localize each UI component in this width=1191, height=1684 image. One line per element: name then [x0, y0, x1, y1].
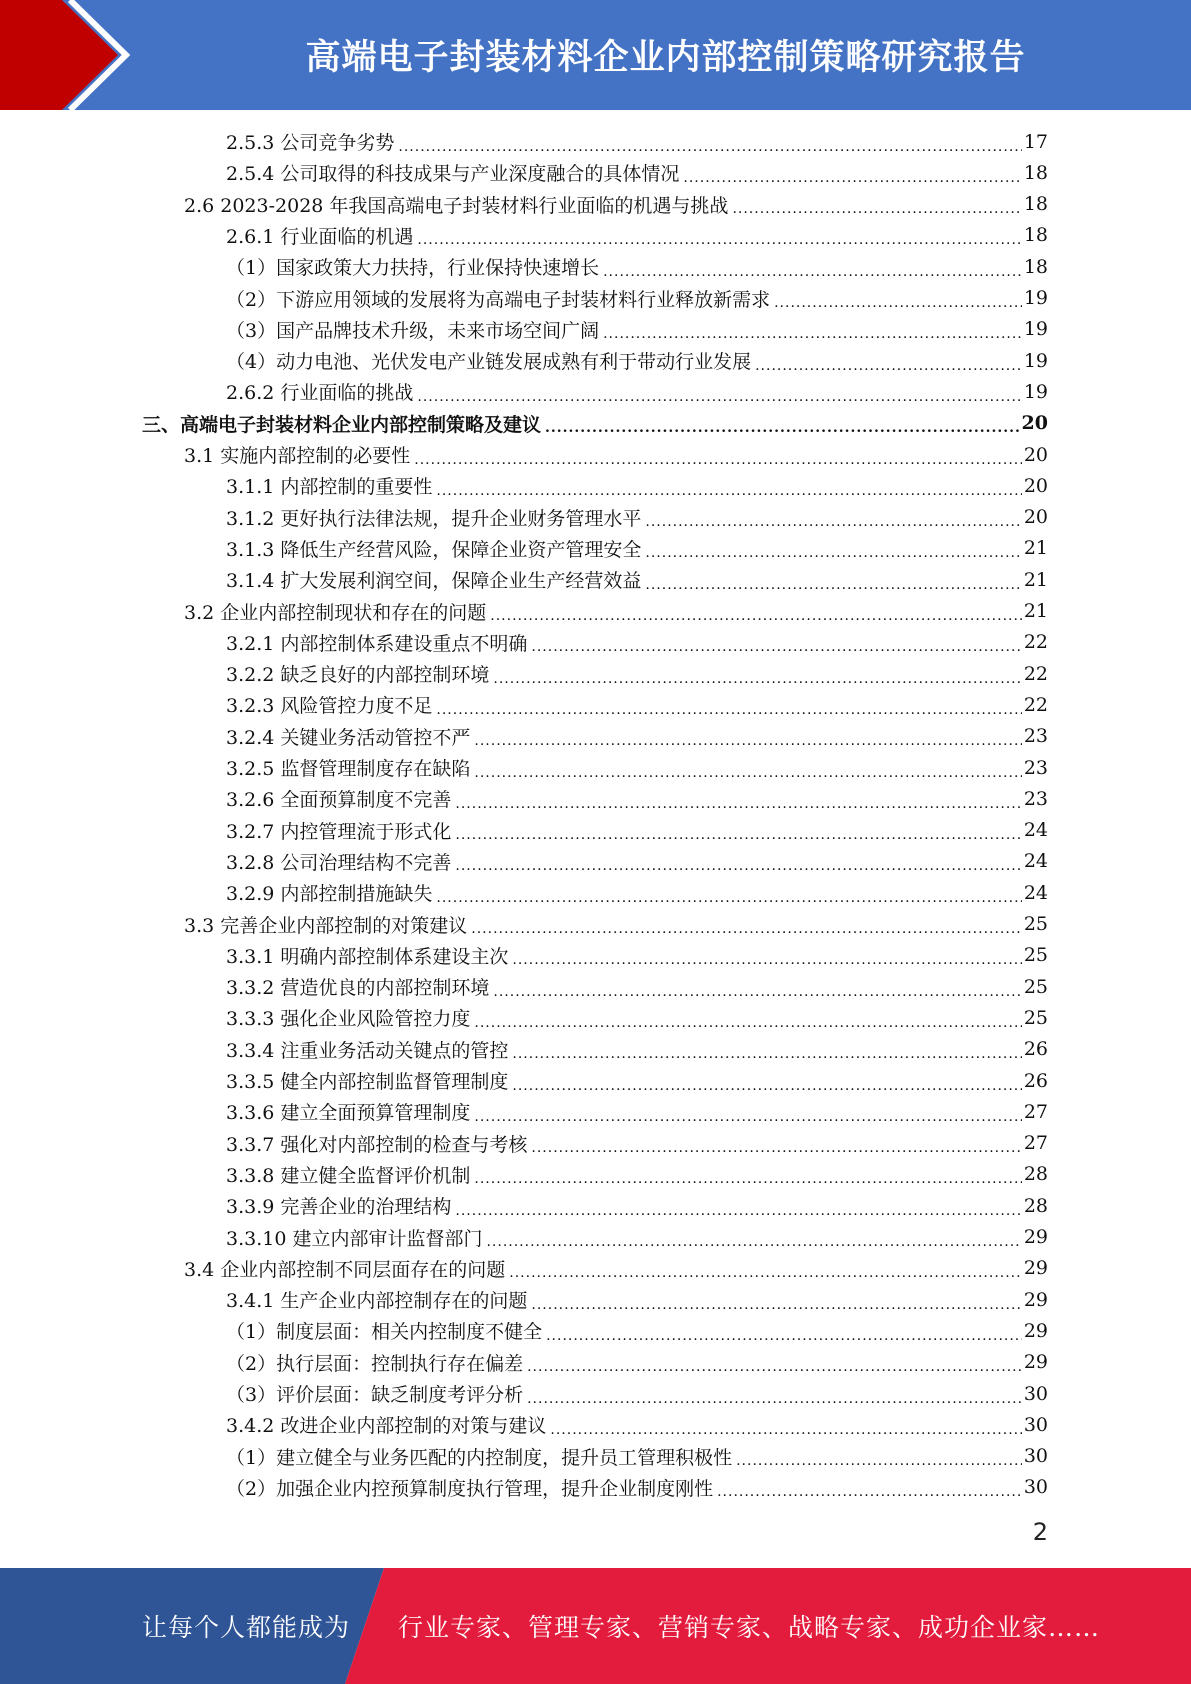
toc-entry-page: 21 — [1023, 600, 1048, 622]
toc-dot-leader — [512, 1073, 1021, 1093]
toc-entry-title: 3.2.9 内部控制措施缺失 — [226, 883, 433, 906]
toc-entry-page: 19 — [1023, 318, 1048, 341]
page-header — [0, 0, 1191, 110]
toc-entry-page: 22 — [1023, 631, 1048, 654]
toc-entry-title: 3.3.4 注重业务活动关键点的管控 — [226, 1039, 509, 1062]
footer-slogan-right: 行业专家、管理专家、营销专家、战略专家、成功企业家…… — [398, 1613, 1101, 1642]
toc-dot-leader — [736, 1448, 1022, 1468]
toc-entry[interactable] — [226, 1128, 1048, 1159]
toc-entry-title: 3.3.3 强化企业风险管控力度 — [226, 1008, 471, 1031]
toc-entry-title: 3.3.5 健全内部控制监督管理制度 — [226, 1071, 509, 1093]
toc-entry-title: （3）国产品牌技术升级，未来市场空间广阔 — [226, 319, 600, 342]
toc-entry[interactable] — [226, 1284, 1048, 1315]
toc-dot-leader — [455, 1198, 1021, 1218]
toc-entry[interactable] — [226, 846, 1048, 877]
toc-entry[interactable] — [226, 1002, 1048, 1033]
toc-dot-leader — [732, 196, 1021, 216]
toc-entry-page: 29 — [1023, 1351, 1048, 1374]
toc-entry[interactable] — [184, 909, 1048, 940]
toc-entry-page: 18 — [1023, 255, 1048, 278]
toc-entry-page: 30 — [1023, 1445, 1048, 1468]
toc-entry[interactable] — [226, 1409, 1048, 1440]
toc-entry-title: （2）执行层面：控制执行存在偏差 — [226, 1352, 524, 1375]
toc-entry-page: 22 — [1023, 662, 1048, 685]
toc-entry-page: 22 — [1023, 693, 1048, 716]
toc-entry-page: 20 — [1023, 443, 1048, 466]
toc-entry[interactable] — [226, 815, 1048, 846]
toc-entry-title: （2）加强企业内控预算制度执行管理，提升企业制度刚性 — [226, 1477, 714, 1500]
toc-dot-leader — [493, 979, 1021, 999]
toc-dot-leader — [512, 1041, 1021, 1061]
toc-entry-page: 18 — [1023, 161, 1048, 184]
toc-entry[interactable] — [226, 971, 1048, 1002]
toc-entry[interactable] — [184, 1253, 1048, 1284]
toc-entry-page: 27 — [1023, 1100, 1048, 1123]
toc-entry-title: 2.6.1 行业面临的机遇 — [226, 225, 414, 248]
toc-entry[interactable] — [226, 1347, 1048, 1378]
toc-dot-leader — [550, 1417, 1021, 1437]
toc-dot-leader — [436, 697, 1021, 717]
toc-entry[interactable] — [226, 251, 1048, 282]
toc-dot-leader — [774, 290, 1022, 310]
toc-entry[interactable] — [226, 1222, 1048, 1253]
toc-entry-title: （3）评价层面：缺乏制度考评分析 — [226, 1384, 524, 1406]
toc-entry-title: （1）建立健全与业务匹配的内控制度，提升员工管理积极性 — [226, 1446, 733, 1469]
toc-entry[interactable] — [226, 1378, 1048, 1409]
toc-entry[interactable] — [226, 1065, 1048, 1096]
toc-dot-leader — [486, 1229, 1021, 1249]
toc-entry-page: 23 — [1023, 787, 1048, 810]
toc-entry-title: （1）国家政策大力扶持，行业保持快速增长 — [226, 257, 600, 280]
toc-entry[interactable] — [226, 376, 1048, 407]
toc-entry[interactable] — [184, 189, 1048, 220]
toc-entry-title: 3.4.1 生产企业内部控制存在的问题 — [226, 1290, 528, 1313]
toc-entry-page: 19 — [1023, 287, 1048, 309]
toc-entry[interactable] — [226, 721, 1048, 752]
toc-dot-leader — [398, 134, 1021, 154]
toc-dot-leader — [455, 791, 1021, 811]
toc-entry-page: 28 — [1023, 1194, 1048, 1217]
toc-dot-leader — [531, 1135, 1021, 1155]
toc-entry[interactable] — [226, 1315, 1048, 1346]
toc-dot-leader — [546, 1323, 1022, 1343]
toc-dot-leader — [531, 634, 1021, 654]
toc-entry-page: 17 — [1023, 130, 1048, 153]
toc-entry-page: 19 — [1023, 380, 1048, 403]
toc-entry-title: 3.1.3 降低生产经营风险，保障企业资产管理安全 — [226, 538, 642, 561]
toc-entry[interactable] — [226, 533, 1048, 564]
toc-dot-leader — [414, 447, 1022, 467]
page-number: 2 — [1032, 1518, 1048, 1546]
toc-entry-title: 3.2.4 关键业务活动管控不严 — [226, 726, 471, 749]
toc-dot-leader — [474, 1104, 1021, 1124]
toc-entry-title: 3.2 企业内部控制现状和存在的问题 — [184, 601, 487, 624]
toc-entry-title: 3.2.2 缺乏良好的内部控制环境 — [226, 664, 490, 687]
toc-dot-leader — [417, 227, 1021, 247]
toc-entry-page: 20 — [1021, 412, 1048, 435]
toc-entry-title: 3.3 完善企业内部控制的对策建议 — [184, 914, 468, 937]
toc-dot-leader — [436, 885, 1021, 905]
toc-entry-title: 3.2.3 风险管控力度不足 — [226, 695, 433, 718]
toc-dot-leader — [509, 1260, 1022, 1280]
toc-dot-leader — [645, 572, 1021, 592]
toc-entry-page: 25 — [1023, 1006, 1048, 1029]
toc-entry-page: 19 — [1023, 349, 1048, 372]
toc-entry-title: 3.4.2 改进企业内部控制的对策与建议 — [226, 1415, 547, 1438]
toc-entry-title: 2.6 2023-2028 年我国高端电子封装材料行业面临的机遇与挑战 — [184, 194, 729, 217]
toc-dot-leader — [645, 540, 1021, 560]
toc-entry-title: 3.2.7 内控管理流于形式化 — [226, 820, 452, 843]
report-title: 高端电子封装材料企业内部控制策略研究报告 — [305, 38, 1026, 78]
toc-entry-title: 3.2.5 监督管理制度存在缺陷 — [226, 758, 471, 780]
toc-entry[interactable] — [184, 439, 1048, 470]
toc-entry-title: 3.1.2 更好执行法律法规，提升企业财务管理水平 — [226, 507, 642, 530]
toc-entry[interactable] — [226, 157, 1048, 188]
toc-entry-page: 25 — [1023, 944, 1048, 967]
toc-entry-title: 3.3.6 建立全面预算管理制度 — [226, 1102, 471, 1125]
toc-entry-title: 3.2.8 公司治理结构不完善 — [226, 851, 452, 874]
chevron-arrow-icon — [0, 0, 160, 110]
toc-entry[interactable] — [226, 689, 1048, 720]
toc-dot-leader — [455, 853, 1021, 873]
toc-entry[interactable] — [226, 345, 1048, 376]
toc-entry[interactable] — [226, 877, 1048, 908]
toc-entry-page: 26 — [1023, 1069, 1048, 1092]
toc-dot-leader — [527, 1386, 1022, 1406]
toc-entry-page: 28 — [1023, 1163, 1048, 1186]
toc-entry[interactable] — [226, 1190, 1048, 1221]
page-footer — [0, 1568, 1191, 1684]
toc-entry-page: 25 — [1023, 913, 1048, 935]
toc-dot-leader — [474, 728, 1021, 748]
toc-entry-page: 23 — [1023, 756, 1048, 779]
toc-dot-leader — [455, 822, 1021, 842]
toc-entry-title: 3.2.1 内部控制体系建设重点不明确 — [226, 632, 528, 655]
toc-entry-title: 2.5.4 公司取得的科技成果与产业深度融合的具体情况 — [226, 163, 680, 186]
toc-entry[interactable] — [226, 1096, 1048, 1127]
toc-entry-page: 24 — [1023, 881, 1048, 904]
toc-entry[interactable] — [184, 596, 1048, 627]
toc-entry-page: 29 — [1023, 1226, 1048, 1248]
toc-entry-title: （1）制度层面：相关内控制度不健全 — [226, 1321, 543, 1344]
toc-dot-leader — [471, 916, 1022, 936]
toc-entry-page: 18 — [1023, 224, 1048, 247]
toc-entry-title: 3.3.7 强化对内部控制的检查与考核 — [226, 1133, 528, 1156]
toc-dot-leader — [417, 384, 1021, 404]
toc-entry-title: 3.1.4 扩大发展利润空间，保障企业生产经营效益 — [226, 570, 642, 593]
toc-dot-leader — [436, 478, 1021, 498]
toc-entry-title: 3.3.2 营造优良的内部控制环境 — [226, 977, 490, 1000]
toc-entry-title: （4）动力电池、光伏发电产业链发展成熟有利于带动行业发展 — [226, 351, 752, 374]
toc-entry[interactable] — [226, 1034, 1048, 1065]
toc-entry-page: 26 — [1023, 1038, 1048, 1061]
toc-entry-page: 30 — [1023, 1382, 1048, 1405]
toc-entry[interactable] — [226, 502, 1048, 533]
toc-entry-title: 三、高端电子封装材料企业内部控制策略及建议 — [142, 413, 542, 436]
toc-entry[interactable] — [226, 126, 1048, 157]
toc-entry-title: 3.4 企业内部控制不同层面存在的问题 — [184, 1258, 506, 1281]
toc-entry-title: 3.1 实施内部控制的必要性 — [184, 445, 411, 467]
toc-entry-title: 3.3.10 建立内部审计监督部门 — [226, 1227, 483, 1250]
toc-dot-leader — [531, 1292, 1021, 1312]
toc-dot-leader — [545, 415, 1020, 435]
toc-entry-title: 3.3.8 建立健全监督评价机制 — [226, 1164, 471, 1187]
toc-entry[interactable] — [226, 1472, 1048, 1503]
toc-entry[interactable] — [226, 752, 1048, 783]
toc-entry-title: 2.6.2 行业面临的挑战 — [226, 382, 414, 405]
toc-entry[interactable] — [226, 283, 1048, 314]
toc-dot-leader — [683, 165, 1021, 185]
toc-entry[interactable] — [226, 314, 1048, 345]
toc-entry[interactable] — [226, 658, 1048, 689]
toc-dot-leader — [474, 760, 1021, 780]
toc-entry-page: 24 — [1023, 819, 1048, 842]
toc-entry[interactable] — [226, 627, 1048, 658]
toc-entry-title: 3.1.1 内部控制的重要性 — [226, 476, 433, 499]
toc-entry-page: 30 — [1023, 1476, 1048, 1499]
footer-slogan-left: 让每个人都能成为 — [142, 1613, 351, 1642]
toc-entry-page: 18 — [1023, 193, 1048, 216]
toc-entry-page: 21 — [1023, 568, 1048, 591]
toc-dot-leader — [755, 353, 1022, 373]
toc-entry-page: 29 — [1023, 1257, 1048, 1280]
toc-entry-title: 3.3.1 明确内部控制体系建设主次 — [226, 945, 509, 968]
toc-dot-leader — [474, 1166, 1021, 1186]
toc-entry[interactable] — [226, 1441, 1048, 1472]
toc-entry-page: 29 — [1023, 1288, 1048, 1311]
toc-entry-page: 29 — [1023, 1319, 1048, 1342]
toc-entry-title: （2）下游应用领域的发展将为高端电子封装材料行业释放新需求 — [226, 288, 771, 311]
toc-entry[interactable] — [226, 220, 1048, 251]
toc-entry-title: 2.5.3 公司竞争劣势 — [226, 132, 395, 154]
toc-entry-page: 24 — [1023, 850, 1048, 873]
toc-entry[interactable] — [142, 408, 1048, 439]
toc-entry[interactable] — [226, 1159, 1048, 1190]
toc-entry[interactable] — [226, 783, 1048, 814]
toc-entry-page: 20 — [1023, 474, 1048, 497]
toc-dot-leader — [527, 1354, 1022, 1374]
toc-entry-title: 3.2.6 全面预算制度不完善 — [226, 789, 452, 812]
toc-dot-leader — [645, 509, 1021, 529]
toc-entry-title: 3.3.9 完善企业的治理结构 — [226, 1196, 452, 1219]
toc-entry[interactable] — [226, 940, 1048, 971]
toc-entry-page: 30 — [1023, 1413, 1048, 1436]
toc-dot-leader — [603, 259, 1022, 279]
toc-entry[interactable] — [226, 470, 1048, 501]
toc-entry-page: 25 — [1023, 975, 1048, 998]
toc-dot-leader — [493, 666, 1021, 686]
toc-entry[interactable] — [226, 564, 1048, 595]
toc-dot-leader — [603, 321, 1022, 341]
toc-entry-page: 20 — [1023, 506, 1048, 529]
toc-dot-leader — [490, 603, 1022, 623]
toc-dot-leader — [717, 1479, 1022, 1499]
toc-entry-page: 23 — [1023, 725, 1048, 748]
toc-dot-leader — [512, 947, 1021, 967]
toc-dot-leader — [474, 1010, 1021, 1030]
toc-entry-page: 21 — [1023, 537, 1048, 560]
toc-entry-page: 27 — [1023, 1132, 1048, 1155]
